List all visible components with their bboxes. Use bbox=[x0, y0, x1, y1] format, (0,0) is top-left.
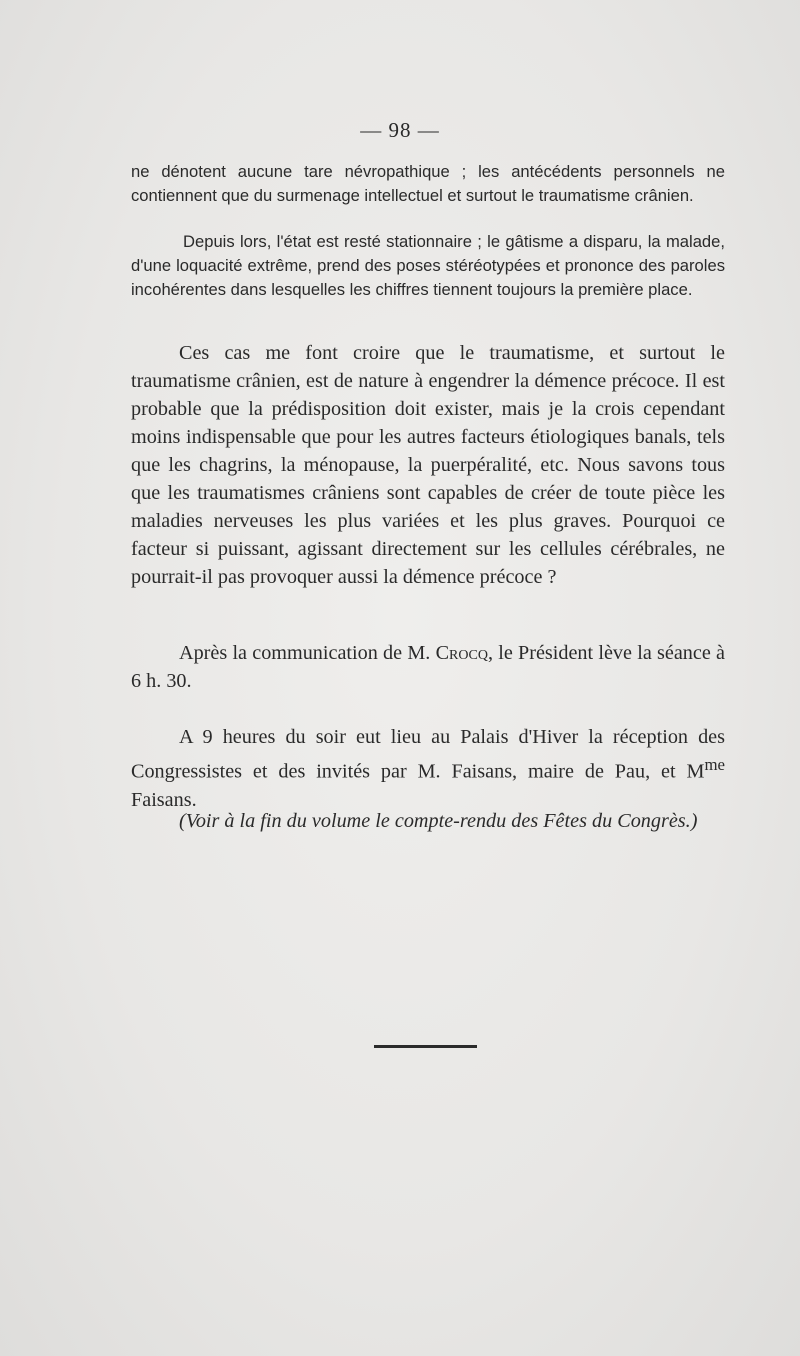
paragraph-case-history-end bbox=[131, 160, 725, 208]
paragraph-note-italic: (Voir à la fin du volume le compte-rendu des Fêtes du Congrès.) bbox=[179, 810, 698, 832]
paragraph-conclusion: Ces cas me font croire que le traumatisme, et surtout le traumatisme crânien, est de nature à engendrer la démence précoce. Il est probable que la prédisposition doit exister, mais je la crois cependant moins indispensable que pour les autres facteurs étiologiques banals, tels que les chagrins, la ménopause, la puerpéralité, etc. Nous savons tous que les traumatismes crâniens sont capables de créer de toute pièce les maladies nerveuses les plus variées et les plus graves. Pourquoi ce facteur si puissant, agissant directement sur les cellules cérébrales, ne pourrait-il pas provoquer aussi la démence précoce ? bbox=[131, 342, 725, 588]
end-rule bbox=[374, 1045, 477, 1048]
page-number: — 98 — bbox=[360, 118, 440, 142]
superscript: me bbox=[704, 755, 725, 774]
text-span: Faisans. bbox=[131, 788, 197, 811]
text-span: , le Président lève la séance à 6 h. 30. bbox=[131, 642, 725, 692]
paragraph-text: Depuis lors, l'état est resté stationnaire ; le gâtisme a disparu, la malade, d'une loquacité extrême, prend des poses stéréotypées et prononce des paroles incohérentes dans lesquelles les chiffres tiennent toujours la première place. bbox=[131, 232, 725, 299]
paragraph-text: ne dénotent aucune tare névropathique ; les antécédents personnels ne contiennent que du surmenage intellectuel et surtout le traumatisme crânien. bbox=[131, 162, 725, 205]
paragraph-session-close bbox=[131, 639, 725, 695]
paragraph-reception bbox=[131, 723, 725, 814]
paragraph-case-state bbox=[131, 230, 725, 302]
text-span: Après la communication de M. bbox=[179, 642, 436, 664]
author-name: Crocq bbox=[435, 642, 488, 664]
text-span: A 9 heures du soir eut lieu au Palais d'Hiver la réception des Congressistes et des invités par M. Faisans, maire de Pau, et M bbox=[131, 726, 725, 783]
